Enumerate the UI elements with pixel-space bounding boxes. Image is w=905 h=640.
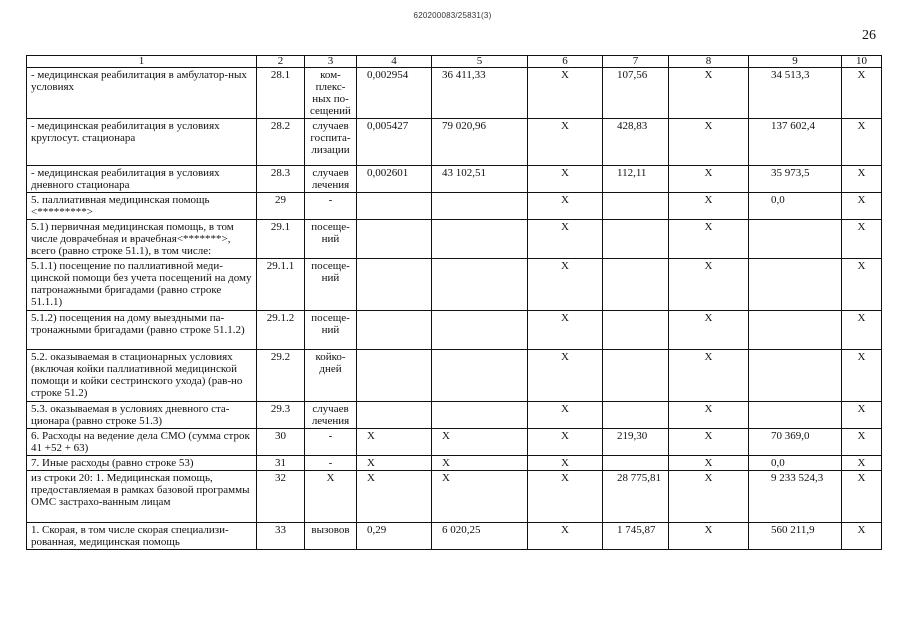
- table-cell: X: [357, 471, 432, 523]
- table-cell: 29.1.2: [257, 311, 305, 350]
- table-cell: X: [669, 166, 749, 193]
- table-cell: [432, 402, 528, 429]
- table-cell: случаев лечения: [305, 166, 357, 193]
- table-cell: 33: [257, 523, 305, 550]
- table-cell: случаев госпита-лизации: [305, 119, 357, 166]
- table-cell: X: [842, 166, 882, 193]
- table-cell: [603, 311, 669, 350]
- table-cell: X: [528, 193, 603, 220]
- budget-table: [26, 55, 882, 550]
- table-cell: X: [528, 119, 603, 166]
- table-cell: вызовов: [305, 523, 357, 550]
- table-cell: [603, 220, 669, 259]
- table-cell: - медицинская реабилитация в амбулатор-ных условиях: [27, 68, 257, 119]
- table-cell: 6 020,25: [432, 523, 528, 550]
- table-cell: X: [669, 119, 749, 166]
- table-cell: X: [528, 456, 603, 471]
- table-row: [27, 193, 882, 220]
- table-cell: 29: [257, 193, 305, 220]
- table-row: [27, 429, 882, 456]
- table-cell: X: [669, 471, 749, 523]
- table-cell: [357, 193, 432, 220]
- table-cell: X: [305, 471, 357, 523]
- table-cell: 5.1.1) посещение по паллиативной меди-цинской помощи без учета посещений на дому патронажными бригадами (равно строке 51.1.1): [27, 259, 257, 311]
- table-cell: [357, 350, 432, 402]
- table-row: [27, 456, 882, 471]
- table-cell: - медицинская реабилитация в условиях круглосут. стационара: [27, 119, 257, 166]
- table-cell: 1 745,87: [603, 523, 669, 550]
- table-cell: [432, 220, 528, 259]
- column-header: 4: [357, 56, 432, 68]
- column-header: 6: [528, 56, 603, 68]
- table-cell: X: [528, 350, 603, 402]
- table-cell: 5.1.2) посещения на дому выездными па-тронажными бригадами (равно строке 51.1.2): [27, 311, 257, 350]
- table-cell: 1. Скорая, в том числе скорая специализи-рованная, медицинская помощь: [27, 523, 257, 550]
- table-cell: 36 411,33: [432, 68, 528, 119]
- column-header: 3: [305, 56, 357, 68]
- table-cell: X: [357, 456, 432, 471]
- table-cell: [432, 350, 528, 402]
- table-row: [27, 166, 882, 193]
- table-cell: 32: [257, 471, 305, 523]
- table-cell: посеще-ний: [305, 311, 357, 350]
- document-id: 620200083/25831(3): [413, 11, 492, 20]
- table-cell: [749, 220, 842, 259]
- table-cell: 0,005427: [357, 119, 432, 166]
- table-cell: из строки 20: 1. Медицинская помощь, предоставляемая в рамках базовой программы ОМС застрахо-ванным лицам: [27, 471, 257, 523]
- table-cell: X: [528, 259, 603, 311]
- column-header: 8: [669, 56, 749, 68]
- table-cell: X: [669, 68, 749, 119]
- table-cell: посеще-ний: [305, 259, 357, 311]
- table-cell: X: [842, 259, 882, 311]
- table-row: [27, 350, 882, 402]
- table-cell: 0,002954: [357, 68, 432, 119]
- table-cell: 31: [257, 456, 305, 471]
- table-cell: 28 775,81: [603, 471, 669, 523]
- table-cell: 5.2. оказываемая в стационарных условиях (включая койки паллиативной медицинской помощи и койки сестринского ухода) (рав-но строке 51.2): [27, 350, 257, 402]
- table-row: [27, 119, 882, 166]
- page-number: 26: [862, 28, 876, 43]
- table-cell: X: [669, 311, 749, 350]
- table-row: [27, 220, 882, 259]
- table-cell: X: [842, 429, 882, 456]
- table-cell: 107,56: [603, 68, 669, 119]
- table-cell: [603, 456, 669, 471]
- table-cell: X: [842, 456, 882, 471]
- column-header-row: [27, 56, 882, 68]
- column-header: 10: [842, 56, 882, 68]
- table-cell: X: [669, 259, 749, 311]
- table-cell: 35 973,5: [749, 166, 842, 193]
- table-row: [27, 311, 882, 350]
- table-cell: X: [842, 311, 882, 350]
- column-header: 9: [749, 56, 842, 68]
- table-cell: койко-дней: [305, 350, 357, 402]
- table-cell: [432, 311, 528, 350]
- table-cell: X: [842, 402, 882, 429]
- table-cell: X: [669, 193, 749, 220]
- table-cell: 29.2: [257, 350, 305, 402]
- table-row: [27, 68, 882, 119]
- table-cell: X: [842, 68, 882, 119]
- table-cell: 29.1: [257, 220, 305, 259]
- table-cell: X: [669, 402, 749, 429]
- table-body: [27, 56, 882, 550]
- table-cell: 9 233 524,3: [749, 471, 842, 523]
- table-cell: [603, 259, 669, 311]
- table-cell: -: [305, 429, 357, 456]
- table-cell: X: [669, 220, 749, 259]
- table-cell: - медицинская реабилитация в условиях дневного стационара: [27, 166, 257, 193]
- table-cell: X: [528, 429, 603, 456]
- table-cell: X: [528, 402, 603, 429]
- table-cell: X: [528, 68, 603, 119]
- table-cell: X: [842, 523, 882, 550]
- table-cell: 0,002601: [357, 166, 432, 193]
- table-cell: X: [842, 350, 882, 402]
- column-header: 2: [257, 56, 305, 68]
- table-cell: 6. Расходы на ведение дела СМО (сумма строк 41 +52 + 63): [27, 429, 257, 456]
- table-cell: [603, 402, 669, 429]
- table-cell: 428,83: [603, 119, 669, 166]
- table-cell: X: [669, 456, 749, 471]
- table-cell: X: [528, 311, 603, 350]
- table-cell: -: [305, 193, 357, 220]
- table-cell: X: [528, 471, 603, 523]
- table-cell: 0,0: [749, 456, 842, 471]
- table-cell: 5.3. оказываемая в условиях дневного ста-ционара (равно строке 51.3): [27, 402, 257, 429]
- table-cell: X: [842, 471, 882, 523]
- table-cell: ком-плекс-ных по-сещений: [305, 68, 357, 119]
- table-cell: [603, 193, 669, 220]
- table-cell: X: [432, 456, 528, 471]
- table-cell: 34 513,3: [749, 68, 842, 119]
- table-cell: 7. Иные расходы (равно строке 53): [27, 456, 257, 471]
- table-cell: X: [669, 429, 749, 456]
- table-cell: 219,30: [603, 429, 669, 456]
- table-cell: [357, 220, 432, 259]
- table-cell: [432, 193, 528, 220]
- table-cell: [432, 259, 528, 311]
- table-cell: 79 020,96: [432, 119, 528, 166]
- table-cell: [357, 259, 432, 311]
- table-row: [27, 523, 882, 550]
- table-cell: X: [842, 119, 882, 166]
- table-cell: X: [669, 523, 749, 550]
- table-cell: [749, 350, 842, 402]
- table-cell: 28.1: [257, 68, 305, 119]
- table-cell: 0,29: [357, 523, 432, 550]
- table-cell: -: [305, 456, 357, 471]
- table-cell: 0,0: [749, 193, 842, 220]
- table-cell: 43 102,51: [432, 166, 528, 193]
- table-cell: X: [528, 523, 603, 550]
- table-row: [27, 402, 882, 429]
- table-cell: 30: [257, 429, 305, 456]
- table-cell: 5.1) первичная медицинская помощь, в том числе доврачебная и врачебная<*******>, всего (равно строке 51.1), в том числе:: [27, 220, 257, 259]
- table-cell: посеще-ний: [305, 220, 357, 259]
- table-cell: случаев лечения: [305, 402, 357, 429]
- table-cell: X: [432, 471, 528, 523]
- table-cell: [357, 402, 432, 429]
- table-cell: X: [357, 429, 432, 456]
- table-cell: [603, 350, 669, 402]
- table-cell: [749, 311, 842, 350]
- table-cell: X: [842, 193, 882, 220]
- table-cell: [749, 402, 842, 429]
- column-header: 5: [432, 56, 528, 68]
- table-cell: 28.3: [257, 166, 305, 193]
- column-header: 7: [603, 56, 669, 68]
- table-cell: 137 602,4: [749, 119, 842, 166]
- table-cell: X: [669, 350, 749, 402]
- table-cell: X: [432, 429, 528, 456]
- table-cell: X: [528, 166, 603, 193]
- table-cell: 70 369,0: [749, 429, 842, 456]
- column-header: 1: [27, 56, 257, 68]
- table-cell: [749, 259, 842, 311]
- table-row: [27, 259, 882, 311]
- table-cell: 560 211,9: [749, 523, 842, 550]
- table-cell: [357, 311, 432, 350]
- table-cell: X: [528, 220, 603, 259]
- table-cell: 28.2: [257, 119, 305, 166]
- table-row: [27, 471, 882, 523]
- table-cell: 29.1.1: [257, 259, 305, 311]
- table-cell: X: [842, 220, 882, 259]
- table-cell: 5. паллиативная медицинская помощь <*********>: [27, 193, 257, 220]
- table-cell: 112,11: [603, 166, 669, 193]
- table-cell: 29.3: [257, 402, 305, 429]
